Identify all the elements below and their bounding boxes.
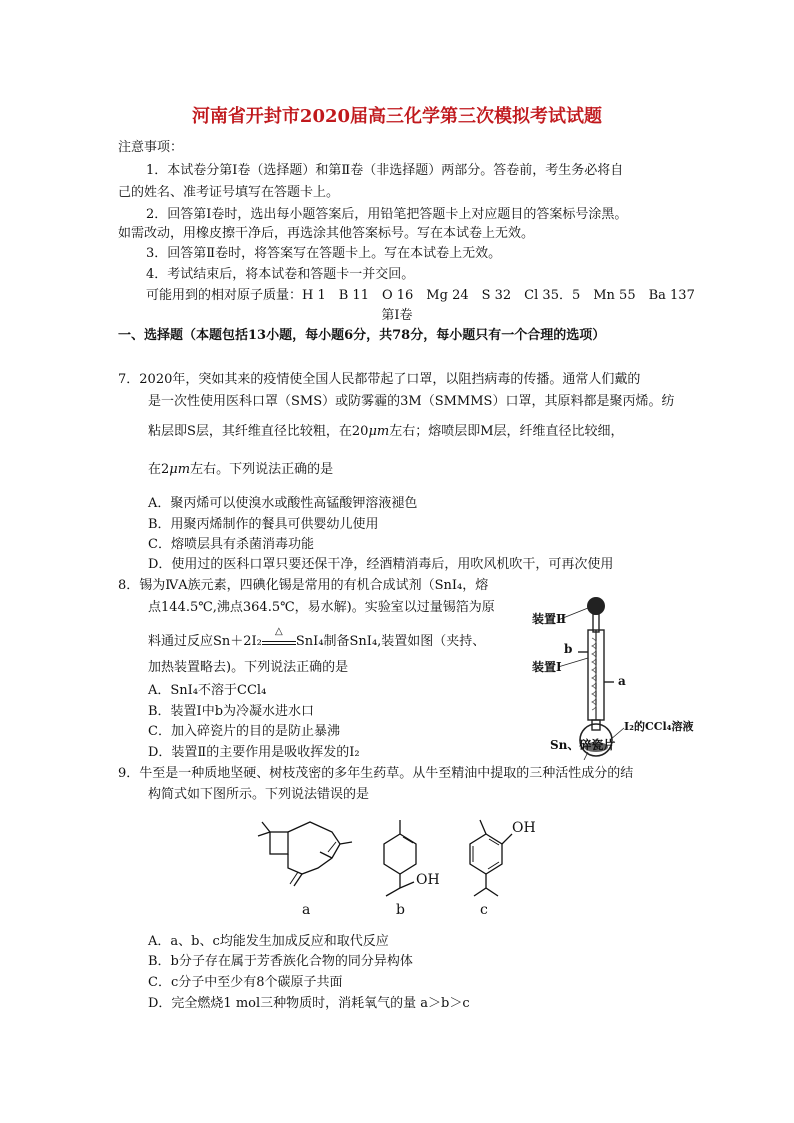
reaction-arrow: △ bbox=[262, 635, 296, 649]
molecule-c-label: c bbox=[480, 902, 488, 918]
volume-heading: 第Ⅰ卷 bbox=[381, 308, 413, 323]
notice-item-3: 3．回答第Ⅱ卷时，将答案写在答题卡上。写在本试卷上无效。 bbox=[146, 246, 502, 261]
q7-option-b: B．用聚丙烯制作的餐具可供婴幼儿使用 bbox=[148, 517, 379, 532]
q7-line-4: 在2μm左右。下列说法正确的是 bbox=[148, 462, 334, 477]
molecule-a-label: a bbox=[302, 902, 311, 918]
q9-option-b: B．b分子存在属于芳香族化合物的同分异构体 bbox=[148, 954, 413, 969]
q7-line-2: 是一次性使用医科口罩（SMS）或防雾霾的3M（SMMMS）口罩，其原料都是聚丙烯。纺 bbox=[148, 394, 675, 409]
molecule-c-structure bbox=[470, 820, 512, 896]
molecule-b-structure bbox=[384, 820, 416, 896]
molecule-figure bbox=[240, 812, 560, 920]
q8-option-b: B．装置Ⅰ中b为冷凝水进水口 bbox=[148, 704, 315, 719]
atomic-masses: 可能用到的相对原子质量：H 1 B 11 O 16 Mg 24 S 32 Cl 35．5 Mn 55 Ba 137 bbox=[146, 288, 695, 303]
notice-item-2: 2．回答第Ⅰ卷时，选出每小题答案后，用铅笔把答题卡上对应题目的答案标号涂黑。 bbox=[146, 207, 628, 222]
drying-tube-bulb bbox=[587, 597, 605, 615]
label-b: b bbox=[564, 642, 573, 656]
q8-option-d: D．装置Ⅱ的主要作用是吸收挥发的I₂ bbox=[148, 745, 360, 760]
notice-heading: 注意事项： bbox=[118, 140, 184, 155]
label-a: a bbox=[618, 674, 626, 688]
notice-item-2-cont: 如需改动，用橡皮擦干净后，再选涂其他答案标号。写在本试卷上无效。 bbox=[118, 226, 535, 241]
q9-option-d: D．完全燃烧1 mol三种物质时，消耗氧气的量 a＞b＞c bbox=[148, 996, 470, 1011]
q7-option-d: D．使用过的医科口罩只要还保干净，经酒精消毒后，用吹风机吹干，可再次使用 bbox=[148, 557, 614, 572]
notice-item-4: 4．考试结束后，将本试卷和答题卡一并交回。 bbox=[146, 267, 415, 282]
label-device-2: 装置Ⅱ bbox=[532, 612, 567, 626]
label-solution: I₂的CCl₄溶液 bbox=[624, 720, 694, 733]
q9-option-c: C．c分子中至少有8个碳原子共面 bbox=[148, 975, 343, 990]
section-heading: 一、选择题（本题包括13小题，每小题6分，共78分，每小题只有一个合理的选项） bbox=[118, 328, 606, 343]
q7-line-1: 7．2020年，突如其来的疫情使全国人民都带起了口罩，以阻挡病毒的传播。通常人们戴的 bbox=[118, 372, 641, 387]
q8-line-3: 料通过反应Sn＋2I₂ △ SnI₄制备SnI₄,装置如图（夹持、 bbox=[148, 625, 486, 649]
label-device-1: 装置Ⅰ bbox=[532, 660, 562, 674]
q8-line-1: 8．锡为ⅣA族元素，四碘化锡是常用的有机合成试剂（SnI₄，熔 bbox=[118, 578, 489, 593]
molecule-b-label: b bbox=[396, 902, 405, 918]
q9-line-2: 构简式如下图所示。下列说法错误的是 bbox=[148, 787, 370, 802]
q7-option-c: C．熔喷层具有杀菌消毒功能 bbox=[148, 537, 314, 552]
q9-option-a: A．a、b、c均能发生加成反应和取代反应 bbox=[148, 934, 389, 949]
label-sn-porcelain: Sn、碎瓷片 bbox=[550, 738, 616, 752]
q7-line-3: 粘层即S层，其纤维直径比较粗，在20μm左右；熔喷层即M层，纤维直径比较细， bbox=[148, 424, 624, 439]
q9-line-1: 9．牛至是一种质地坚硬、树枝茂密的多年生药草。从牛至精油中提取的三种活性成分的结 bbox=[118, 766, 634, 781]
molecule-a-structure bbox=[258, 822, 352, 886]
q8-line-4: 加热装置略去)。下列说法正确的是 bbox=[148, 660, 349, 675]
page-title: 河南省开封市2020届高三化学第三次模拟考试试题 bbox=[191, 106, 603, 127]
notice-item-1: 1．本试卷分第Ⅰ卷（选择题）和第Ⅱ卷（非选择题）两部分。答卷前，考生务必将自 bbox=[146, 163, 624, 178]
apparatus-figure bbox=[530, 590, 694, 760]
q7-option-a: A．聚丙烯可以使溴水或酸性高锰酸钾溶液褪色 bbox=[148, 496, 418, 511]
q8-option-a: A．SnI₄不溶于CCl₄ bbox=[148, 683, 267, 698]
notice-item-1-cont: 己的姓名、准考证号填写在答题卡上。 bbox=[118, 185, 340, 200]
molecule-b-oh: OH bbox=[416, 872, 440, 888]
drying-tube-stem bbox=[593, 614, 599, 632]
q8-line-2: 点144.5℃,沸点364.5℃，易水解)。实验室以过量锡箔为原 bbox=[148, 600, 495, 615]
q8-option-c: C．加入碎瓷片的目的是防止暴沸 bbox=[148, 724, 340, 739]
molecule-c-oh: OH bbox=[512, 820, 536, 836]
